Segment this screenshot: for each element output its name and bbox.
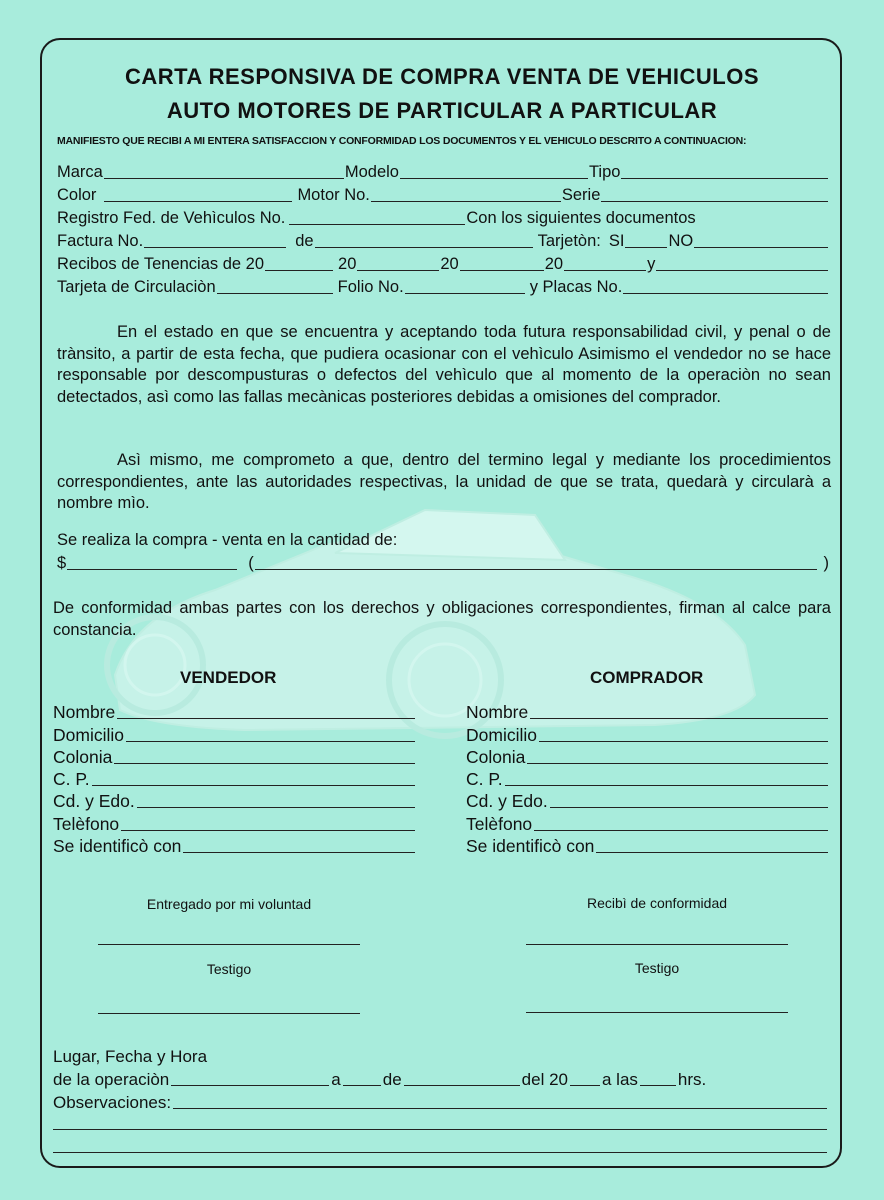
- row-recibos: [57, 252, 829, 274]
- color-field[interactable]: [104, 185, 292, 202]
- vendedor-signature-line[interactable]: [98, 943, 360, 945]
- recibo-year-3[interactable]: [460, 254, 544, 271]
- recibo-prefix-2: 20: [338, 255, 357, 273]
- vendedor-telefono-label: Telèfono: [53, 813, 120, 834]
- tarjeta-field[interactable]: [217, 277, 333, 294]
- comprador-ciudad-field[interactable]: [550, 793, 828, 808]
- responsibility-text: En el estado en que se encuentra y aceptando toda futura responsabilidad civil, y penal o de trànsito, a partir de esta fecha, que pudiera ocasionar con el vehìculo Asimismo el vendedor no se hace responsable por descompusturas o defectos del vehìculo que al momento de la operaciòn no sean detectados, asì como las fallas mecànicas posteriores debidas a omisiones del comprador.: [57, 323, 831, 406]
- testigo-vendedor-signature-line[interactable]: [98, 1012, 360, 1014]
- entregado-label: Entregado por mi voluntad: [146, 896, 312, 912]
- modelo-field[interactable]: [400, 162, 588, 179]
- recibo-prefix-4: 20: [544, 255, 564, 273]
- declaration-text: MANIFIESTO QUE RECIBI A MI ENTERA SATISFACCION Y CONFORMIDAD LOS DOCUMENTOS Y EL VEHICULO DESCRITO A CONTINUACION:: [57, 135, 747, 147]
- documentos-label: Con los siguientes documentos: [466, 209, 696, 227]
- factura-de-label: de: [295, 232, 314, 250]
- vendedor-identificacion-label: Se identificò con: [53, 836, 182, 857]
- comprador-identificacion-field[interactable]: [596, 838, 828, 853]
- comprador-colonia-field[interactable]: [527, 749, 828, 764]
- responsibility-paragraph: [57, 322, 831, 408]
- dia-field[interactable]: [343, 1071, 381, 1086]
- recibo-y-label: y: [647, 255, 656, 273]
- vendedor-ciudad-field[interactable]: [137, 793, 415, 808]
- paren-close: ): [823, 554, 829, 572]
- placas-field[interactable]: [623, 277, 828, 294]
- marca-label: Marca: [57, 163, 103, 181]
- hora-field[interactable]: [640, 1071, 676, 1086]
- factura-field[interactable]: [144, 231, 286, 248]
- factura-de-field[interactable]: [315, 231, 533, 248]
- folio-label: Folio No.: [337, 278, 404, 296]
- comprador-telefono-field[interactable]: [534, 816, 828, 831]
- testigo-comprador-signature-line[interactable]: [526, 1011, 788, 1013]
- comprador-colonia-label: Colonia: [466, 746, 526, 767]
- comprador-signature-line[interactable]: [526, 943, 788, 945]
- no-label: NO: [668, 232, 694, 250]
- commitment-paragraph: [57, 450, 831, 515]
- color-label: Color: [57, 186, 97, 204]
- de-label: de: [382, 1070, 402, 1089]
- comprador-domicilio-field[interactable]: [539, 727, 828, 742]
- comprador-heading: COMPRADOR: [590, 668, 704, 687]
- recibo-year-1[interactable]: [265, 254, 333, 271]
- lugar-label: Lugar, Fecha y Hora: [53, 1047, 208, 1066]
- si-field[interactable]: [625, 231, 667, 248]
- recibo-year-2[interactable]: [357, 254, 439, 271]
- comprador-domicilio-label: Domicilio: [466, 724, 537, 745]
- cantidad-label: Se realiza la compra - venta en la cantidad de:: [57, 531, 398, 549]
- recibi-label: Recibì de conformidad: [586, 895, 728, 911]
- anio-field[interactable]: [570, 1071, 600, 1086]
- lugar-field[interactable]: [171, 1071, 329, 1086]
- hrs-label: hrs.: [677, 1070, 707, 1089]
- vendedor-ciudad-label: Cd. y Edo.: [53, 791, 135, 812]
- tarjeton-label: Tarjetòn:: [537, 232, 601, 250]
- si-label: SI: [608, 232, 625, 250]
- a-label: a: [331, 1070, 341, 1089]
- marca-field[interactable]: [104, 162, 344, 179]
- motor-field[interactable]: [371, 185, 561, 202]
- mes-field[interactable]: [404, 1071, 520, 1086]
- comprador-cp-label: C. P.: [466, 769, 503, 790]
- vendedor-section: [53, 701, 415, 857]
- del-label: del 20: [521, 1070, 568, 1089]
- a-las-label: a las: [601, 1070, 638, 1089]
- vendedor-colonia-label: Colonia: [53, 746, 113, 767]
- row-factura: [57, 229, 829, 251]
- vendedor-domicilio-label: Domicilio: [53, 724, 124, 745]
- comprador-nombre-field[interactable]: [530, 704, 828, 719]
- vendedor-telefono-field[interactable]: [121, 816, 415, 831]
- row-cantidad: [57, 551, 829, 573]
- observaciones-label: Observaciones:: [53, 1093, 172, 1112]
- no-field[interactable]: [694, 231, 828, 248]
- vendedor-colonia-field[interactable]: [114, 749, 415, 764]
- tipo-label: Tipo: [588, 163, 621, 181]
- vendedor-nombre-field[interactable]: [117, 704, 415, 719]
- registro-field[interactable]: [289, 208, 465, 225]
- vendedor-heading: VENDEDOR: [180, 668, 277, 687]
- vendedor-nombre-label: Nombre: [53, 702, 116, 723]
- comprador-cp-field[interactable]: [505, 771, 828, 786]
- recibo-year-5[interactable]: [656, 254, 828, 271]
- comprador-identificacion-label: Se identificò con: [466, 836, 595, 857]
- commitment-text: Asì mismo, me comprometo a que, dentro del termino legal y mediante los procedimientos correspondientes, ante las autoridades respectivas, la unidad de que se trata, quedarà y circularà a nombre mìo.: [57, 451, 831, 512]
- conformity-paragraph: De conformidad ambas partes con los derechos y obligaciones correspondientes, firman al calce para constancia.: [53, 599, 831, 639]
- vendedor-cp-label: C. P.: [53, 769, 90, 790]
- serie-field[interactable]: [601, 185, 828, 202]
- vendedor-domicilio-field[interactable]: [126, 727, 415, 742]
- testigo-comprador-label: Testigo: [634, 960, 680, 976]
- observaciones-line-3[interactable]: [53, 1151, 827, 1153]
- tipo-field[interactable]: [621, 162, 828, 179]
- paren-open: (: [248, 554, 254, 572]
- comprador-section: [466, 701, 828, 857]
- row-registro: [57, 206, 829, 228]
- factura-label: Factura No.: [57, 232, 144, 250]
- row-color: [57, 183, 829, 205]
- comprador-telefono-label: Telèfono: [466, 813, 533, 834]
- tarjeta-label: Tarjeta de Circulaciòn: [57, 278, 216, 296]
- registro-label: Registro Fed. de Vehìculos No.: [57, 209, 286, 227]
- comprador-nombre-label: Nombre: [466, 702, 529, 723]
- modelo-label: Modelo: [344, 163, 399, 181]
- placas-label: y Placas No.: [529, 278, 623, 296]
- dollar-label: $: [57, 554, 67, 572]
- row-tarjeta: [57, 275, 829, 297]
- recibos-label: Recibos de Tenencias de 20: [57, 255, 265, 273]
- footer-section: [53, 1044, 829, 1113]
- observaciones-field[interactable]: [173, 1094, 827, 1109]
- vendedor-identificacion-field[interactable]: [183, 838, 415, 853]
- serie-label: Serie: [561, 186, 601, 204]
- recibo-prefix-3: 20: [440, 255, 459, 273]
- motor-label: Motor No.: [297, 186, 370, 204]
- form-title: CARTA RESPONSIVA DE COMPRA VENTA DE VEHICULOS: [124, 64, 760, 89]
- observaciones-line-2[interactable]: [53, 1128, 827, 1130]
- testigo-vendedor-label: Testigo: [206, 961, 252, 977]
- comprador-ciudad-label: Cd. y Edo.: [466, 791, 548, 812]
- recibo-year-4[interactable]: [564, 254, 646, 271]
- operacion-label: de la operaciòn: [53, 1070, 170, 1089]
- row-marca: [57, 160, 829, 182]
- vendedor-cp-field[interactable]: [92, 771, 415, 786]
- cantidad-number-field[interactable]: [67, 553, 237, 570]
- form-subtitle-title: AUTO MOTORES DE PARTICULAR A PARTICULAR: [166, 98, 718, 123]
- cantidad-words-field[interactable]: [255, 553, 817, 570]
- folio-field[interactable]: [405, 277, 525, 294]
